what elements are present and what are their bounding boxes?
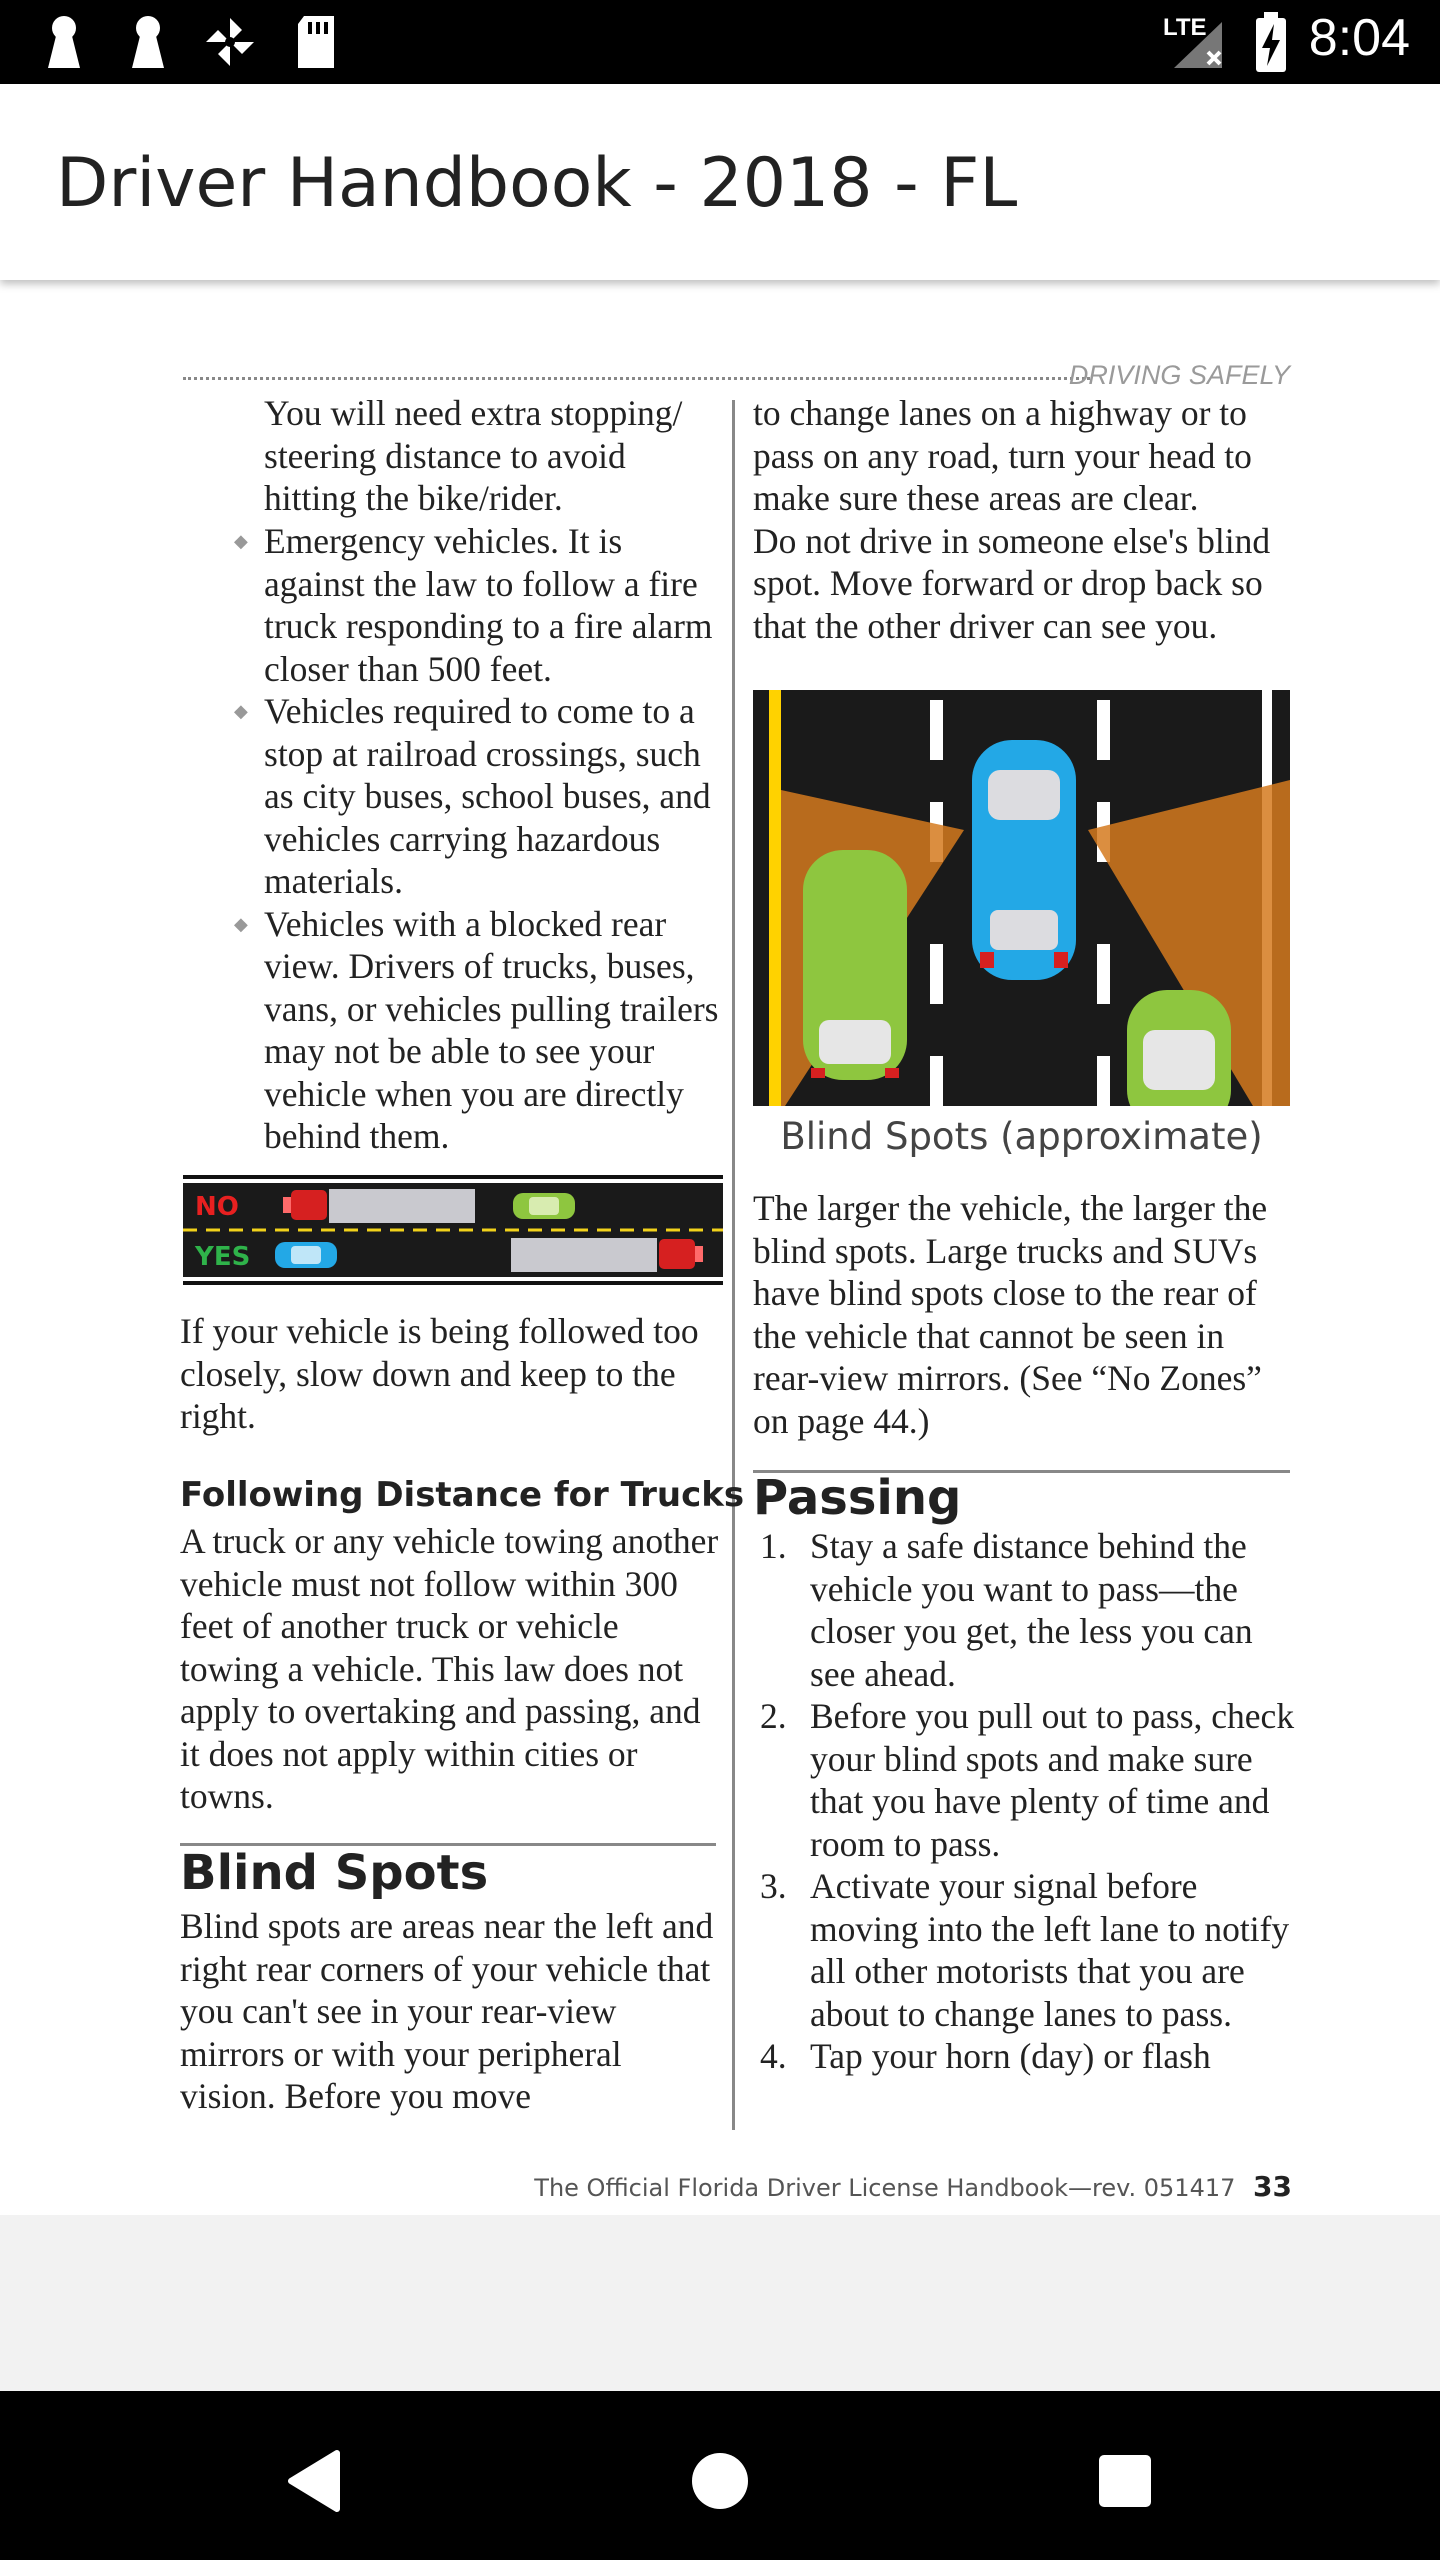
right-intro-text: to change lanes on a highway or to pass on any road, turn your head to make sure these areas are clear.	[753, 393, 1252, 518]
following-distance-diagram	[183, 1175, 723, 1285]
right-intro-text-2: Do not drive in someone else's blind spot. Move forward or drop back so that the other driver can see you.	[753, 520, 1271, 646]
app-bar	[0, 84, 1440, 280]
larger-vehicle-text: The larger the vehicle, the larger the blind spots. Large trucks and SUVs have blind spots close to the rear of the vehicle that cannot be seen in rear-view mirrors. (See “No Zones” on page 44.)	[753, 1188, 1268, 1441]
truck-icon	[511, 1238, 703, 1272]
keyhole-icon	[44, 14, 84, 70]
page-gap	[0, 2215, 1440, 2391]
blind-spots-caption: Blind Spots (approximate)	[780, 1115, 1263, 1158]
bullet-list	[236, 520, 726, 1158]
no-label: NO	[195, 1192, 239, 1222]
car-icon	[275, 1242, 337, 1268]
trucks-text: A truck or any vehicle towing another vehicle must not follow within 300 feet of another truck or vehicle towing a vehicle. This law does not apply to overtaking and passing, and it does not apply within cities or towns.	[180, 1521, 719, 1816]
list-item: 3. Activate your signal before moving into the left lane to notify all other motorists that you are about to change lanes to pass.	[760, 1866, 1290, 2034]
list-item: ◆ Emergency vehicles. It is against the law to follow a fire truck responding to a fire alarm closer than 500 feet.	[236, 520, 726, 690]
home-icon	[690, 2451, 750, 2511]
truck-icon	[283, 1189, 475, 1223]
page-footer	[534, 2170, 1292, 2203]
footer-text: The Official Florida Driver License Handbook—rev. 051417	[534, 2174, 1236, 2202]
blind-spots-heading: Blind Spots	[180, 1845, 489, 1901]
navigation-bar	[0, 2391, 1440, 2560]
page-number: 33	[1253, 2170, 1292, 2203]
battery-charging-icon	[1254, 12, 1288, 72]
header-dotted-rule	[183, 377, 1090, 380]
network-type: LTE	[1163, 14, 1207, 41]
app-title: Driver Handbook - 2018 - FL	[56, 144, 1018, 223]
yes-label: YES	[195, 1242, 251, 1272]
recents-button[interactable]	[1075, 2431, 1175, 2531]
blind-spots-diagram	[753, 690, 1290, 1106]
list-item: ◆ Vehicles with a blocked rear view. Drivers of trucks, buses, vans, or vehicles pulling trailers may not be able to see your vehicle when you are directly behind them.	[236, 903, 726, 1158]
status-time: 8:04	[1308, 9, 1410, 67]
keyhole-icon	[128, 14, 168, 70]
left-intro-text: You will need extra stopping/ steering distance to avoid hitting the bike/rider.	[264, 393, 683, 518]
car-icon	[1127, 990, 1231, 1106]
following-text: If your vehicle is being followed too closely, slow down and keep to the right.	[180, 1311, 699, 1436]
passing-heading: Passing	[753, 1470, 962, 1526]
list-item: 4. Tap your horn (day) or flash	[760, 2036, 1211, 2076]
right-intro	[753, 392, 1293, 647]
home-button[interactable]	[670, 2431, 770, 2531]
back-button[interactable]	[265, 2431, 365, 2531]
pinwheel-icon	[204, 14, 256, 70]
passing-list	[760, 1525, 1300, 2078]
list-item: 1. Stay a safe distance behind the vehicle you want to pass—the closer you get, the less you can see ahead.	[760, 1526, 1253, 1694]
column-divider	[732, 400, 735, 2130]
car-icon	[972, 740, 1076, 980]
signal-icon	[1172, 20, 1226, 70]
blind-spots-text: Blind spots are areas near the left and right rear corners of your vehicle that you can't see in your rear-view mirrors or with your peripheral vision. Before you move	[180, 1906, 714, 2116]
car-icon	[803, 850, 907, 1080]
trucks-heading: Following Distance for Trucks	[180, 1475, 745, 1515]
handbook-page[interactable]	[0, 280, 1440, 2215]
back-icon	[285, 2449, 345, 2513]
section-label: DRIVING SAFELY	[1068, 360, 1290, 390]
car-icon	[513, 1193, 575, 1219]
list-item: ◆ Vehicles required to come to a stop at railroad crossings, such as city buses, school buses, and vehicles carrying hazardous materials.	[236, 690, 726, 903]
recents-icon	[1097, 2453, 1153, 2509]
sd-card-icon	[294, 14, 338, 70]
status-bar	[0, 0, 1440, 84]
list-item: 2. Before you pull out to pass, check your blind spots and make sure that you have plenty of time and room to pass.	[760, 1696, 1295, 1864]
